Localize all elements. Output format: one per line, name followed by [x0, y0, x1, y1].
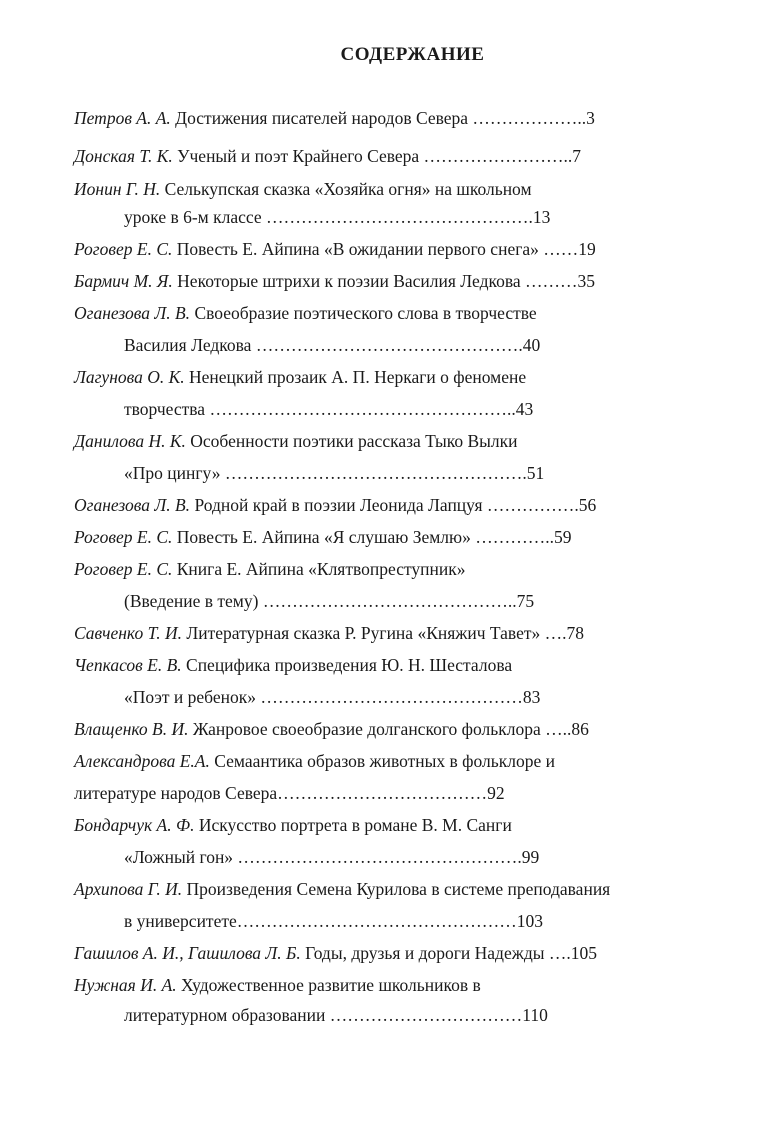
toc-entry-text: литературе народов Севера………………………………92	[74, 783, 505, 803]
toc-entry-author: Чепкасов Е. В.	[74, 655, 182, 675]
toc-entry-line	[74, 941, 597, 965]
toc-entry-line	[74, 749, 555, 773]
toc-entry-author: Лагунова О. К.	[74, 367, 185, 387]
toc-entry-line	[124, 461, 544, 485]
toc-heading: СОДЕРЖАНИЕ	[340, 44, 485, 65]
toc-entry-line	[74, 781, 505, 805]
toc-entry-text: Василия Ледкова ……………………………………….40	[124, 335, 541, 355]
toc-entry-text: Книга Е. Айпина «Клятвопреступник»	[172, 559, 466, 579]
toc-entry-line	[124, 397, 533, 421]
toc-entry-line	[74, 365, 526, 389]
toc-entry-author: Оганезова Л. В.	[74, 495, 191, 515]
toc-entry-text: Ненецкий прозаик А. П. Неркаги о феномене	[184, 367, 527, 387]
toc-entry-author: Нужная И. А.	[74, 975, 177, 995]
toc-entry-author: Бондарчук А. Ф.	[74, 815, 195, 835]
toc-entry-text: «Ложный гон» ………………………………………….99	[124, 847, 540, 867]
toc-entry-text: Семаантика образов животных в фольклоре и	[209, 751, 555, 771]
toc-entry-line	[74, 269, 595, 293]
toc-entry-author: Данилова Н. К.	[74, 431, 186, 451]
toc-entry-line	[124, 1003, 548, 1027]
toc-entry-author: Донская Т. К.	[74, 146, 173, 166]
toc-entry-line	[74, 237, 596, 261]
toc-entry-text: (Введение в тему) ……………………………………..75	[124, 591, 535, 611]
toc-entry-text: творчества ……………………………………………..43	[124, 399, 534, 419]
toc-entry-text: Повесть Е. Айпина «В ожидании первого снега» ……19	[172, 239, 596, 259]
toc-entry-text: Ученый и поэт Крайнего Севера ……………………..7	[172, 146, 582, 166]
toc-entry-line	[74, 144, 581, 168]
toc-entry-text: Искусство портрета в романе В. М. Санги	[194, 815, 512, 835]
toc-entry-text: Своеобразие поэтического слова в творчестве	[190, 303, 537, 323]
toc-entry-line	[74, 301, 537, 325]
toc-entry-text: Годы, друзья и дороги Надежды ….105	[300, 943, 597, 963]
toc-entry-text: Повесть Е. Айпина «Я слушаю Землю» …………..59	[172, 527, 572, 547]
toc-entry-text: Особенности поэтики рассказа Тыко Вылки	[185, 431, 518, 451]
toc-entry-author: Роговер Е. С.	[74, 527, 173, 547]
toc-entry-text: Художественное развитие школьников в	[176, 975, 481, 995]
toc-entry-text: в университете…………………………………………103	[124, 911, 544, 931]
toc-entry-text: уроке в 6-м классе ……………………………………….13	[124, 207, 551, 227]
toc-entry-text: литературном образовании ……………………………110	[124, 1005, 548, 1025]
toc-entry-author: Александрова Е.А.	[74, 751, 210, 771]
toc-entry-line	[74, 653, 512, 677]
toc-entry-author: Влащенко В. И.	[74, 719, 189, 739]
toc-entry-author: Гашилов А. И., Гашилова Л. Б.	[74, 943, 301, 963]
toc-entry-text: Жанровое своеобразие долганского фольклора …..86	[188, 719, 589, 739]
toc-entry-line	[74, 973, 481, 997]
toc-entry-line	[74, 106, 595, 130]
toc-entry-text: «Поэт и ребенок» ………………………………………83	[124, 687, 541, 707]
toc-entry-author: Ионин Г. Н.	[74, 179, 161, 199]
toc-entry-text: Родной край в поэзии Леонида Лапцуя …………….56	[190, 495, 597, 515]
toc-entry-author: Оганезова Л. В.	[74, 303, 191, 323]
toc-entry-text: Литературная сказка Р. Ругина «Княжич Тавет» ….78	[181, 623, 585, 643]
toc-entry-line	[124, 205, 550, 229]
toc-entry-line	[74, 525, 571, 549]
toc-entry-author: Бармич М. Я.	[74, 271, 173, 291]
toc-entry-line	[74, 493, 596, 517]
toc-entry-text: Некоторые штрихи к поэзии Василия Ледкова ………35	[172, 271, 596, 291]
toc-entry-line	[124, 333, 540, 357]
toc-entry-author: Петров А. А.	[74, 108, 171, 128]
toc-entry-author: Савченко Т. И.	[74, 623, 182, 643]
toc-entry-line	[124, 845, 539, 869]
toc-entry-line	[124, 909, 543, 933]
toc-entry-author: Архипова Г. И.	[74, 879, 183, 899]
toc-entry-text: Достижения писателей народов Севера ………………..3	[170, 108, 595, 128]
toc-entry-line	[124, 685, 540, 709]
toc-entry-author: Роговер Е. С.	[74, 239, 173, 259]
toc-entry-line	[74, 813, 512, 837]
toc-entry-line	[124, 589, 534, 613]
toc-entry-line	[74, 877, 610, 901]
toc-entry-text: Специфика произведения Ю. Н. Шесталова	[181, 655, 513, 675]
toc-entry-line	[74, 429, 518, 453]
toc-entry-text: «Про цингу» …………………………………………….51	[124, 463, 545, 483]
toc-entry-text: Произведения Семена Курилова в системе преподавания	[182, 879, 611, 899]
toc-entry-line	[74, 557, 466, 581]
toc-entry-line	[74, 621, 584, 645]
toc-entry-line	[74, 717, 589, 741]
toc-entry-text: Селькупская сказка «Хозяйка огня» на школьном	[160, 179, 532, 199]
toc-entry-line	[74, 177, 532, 201]
toc-entry-author: Роговер Е. С.	[74, 559, 173, 579]
